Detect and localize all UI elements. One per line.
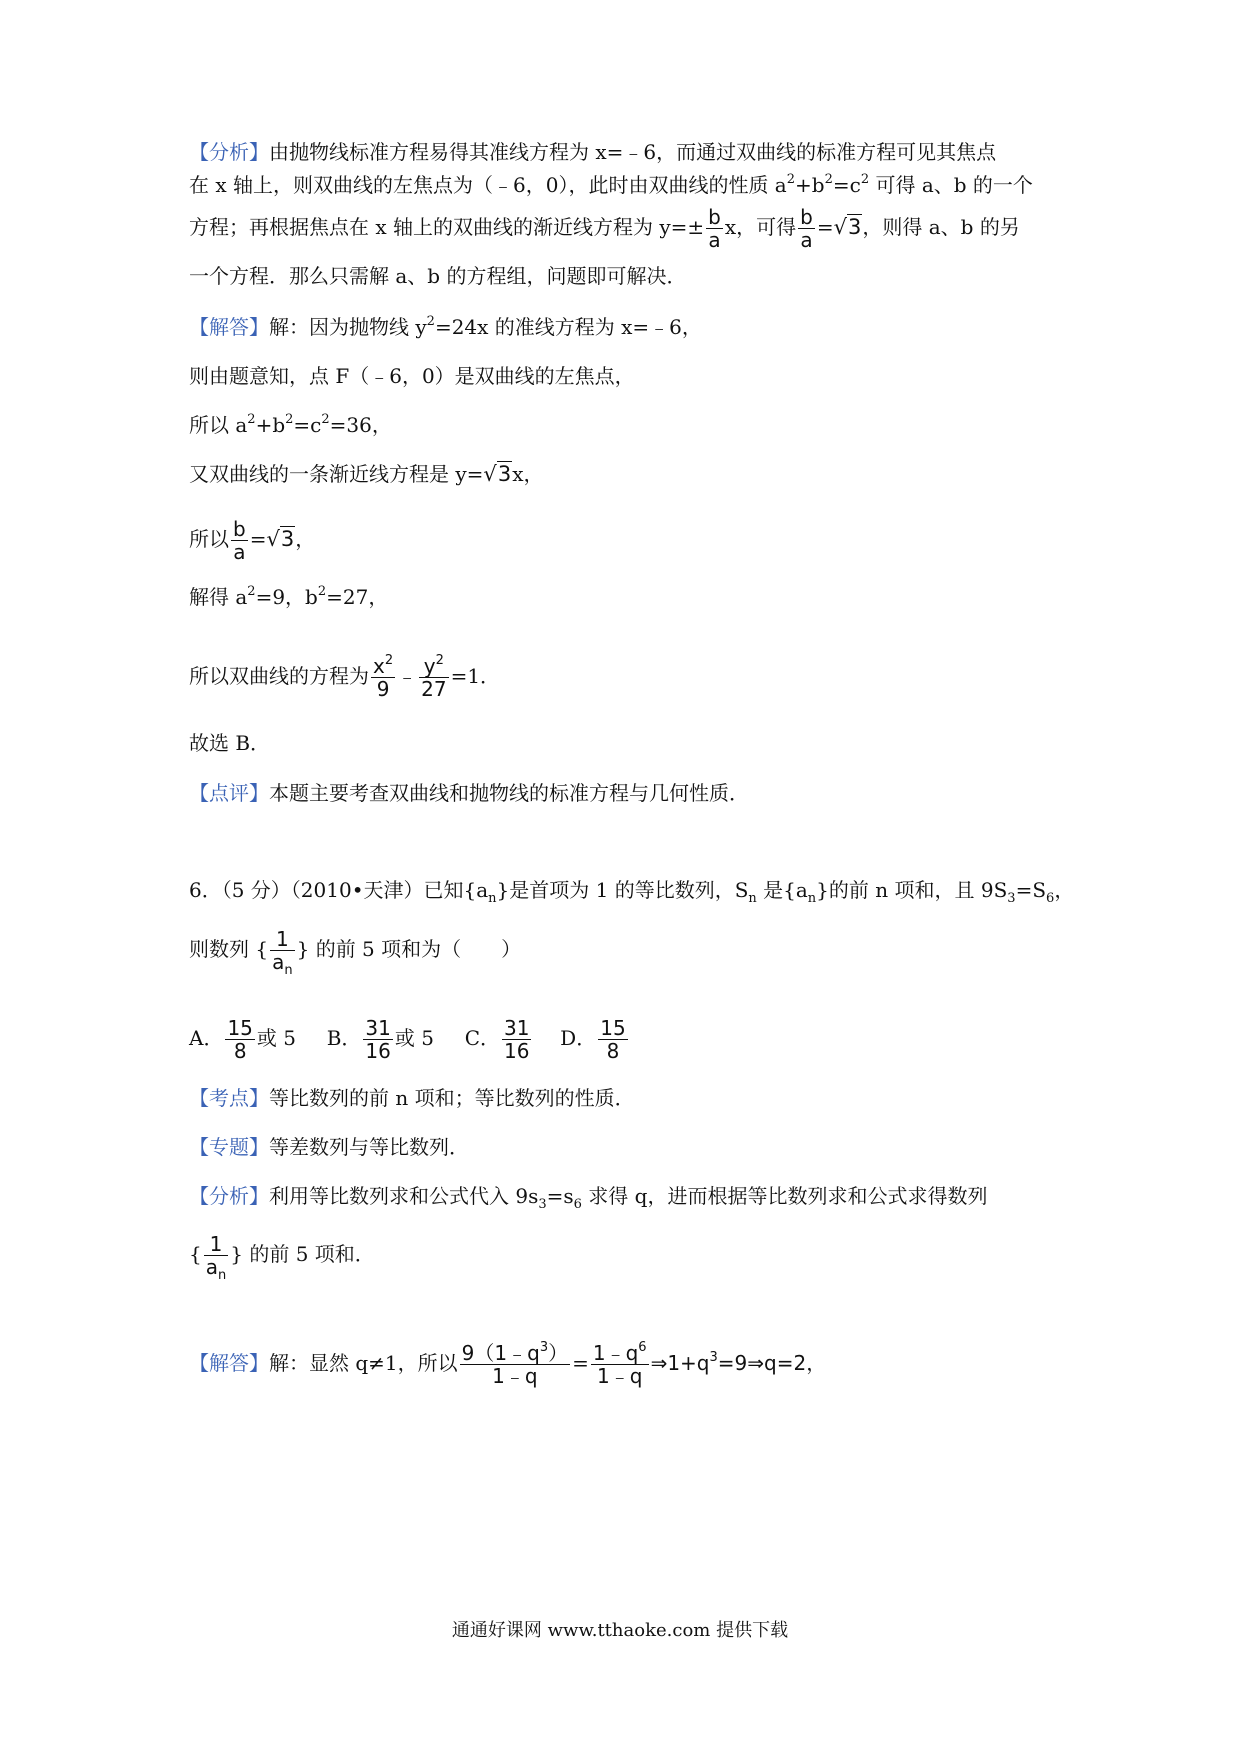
q5-analysis-line-4 [189,262,686,290]
fraction-y2-over-27 [419,655,448,700]
var: y [423,654,436,678]
option-b[interactable] [326,1016,434,1063]
exponent: 2 [824,172,833,187]
numerator [460,1342,570,1364]
answer-tag: 【解答】 [189,315,269,339]
fraction-1-q6-over-1-q [591,1342,649,1387]
q5-analysis-line-1 [189,138,996,166]
denominator: 1﹣q [597,1364,643,1388]
text: 解：显然 q≠1，所以 [269,1351,458,1375]
option-label: B． [326,1026,362,1050]
var: a [272,950,285,974]
numerator: b [708,205,721,229]
exponent: 2 [321,412,330,427]
fraction-b-over-a [231,518,248,563]
numerator: 1 [275,927,289,951]
page-footer: 通通好课网 www.tthaoke.com 提供下载 [451,1620,789,1641]
q5-comment-line [189,779,749,807]
text: 一个方程．那么只需解 a、b 的方程组，问题即可解决． [189,264,687,288]
text: =36， [329,413,392,437]
zhuanti-tag: 【专题】 [189,1135,269,1159]
q5-answer-line-2 [189,362,635,390]
text: 则由题意知，点 F（﹣6，0）是双曲线的左焦点， [189,364,635,388]
denominator: 16 [365,1039,391,1063]
text: =c [832,173,861,197]
q5-answer-line-6 [189,583,388,611]
analysis-tag: 【分析】 [189,1184,269,1208]
numerator: b [233,517,246,541]
q6-analysis-line-2 [189,1232,375,1283]
text: 1﹣q [592,1341,639,1365]
text: =s [546,1184,574,1208]
text: ） [548,1341,569,1365]
q5-answer-line-5 [189,518,315,563]
option-d[interactable] [560,1016,630,1063]
analysis-tag: 【分析】 [189,140,269,164]
text: 又双曲线的一条渐近线方程是 y= [189,462,484,486]
q5-analysis-line-2 [189,171,1033,199]
denominator [270,950,295,978]
sqrt-3: √3 [483,462,512,486]
text: 可得 a、b 的一个 [869,173,1033,197]
q5-analysis-line-3 [189,206,1020,251]
radicand: 3 [848,215,862,239]
text: =S [1015,878,1047,902]
text: = [572,1351,589,1375]
exponent: 2 [317,584,327,599]
denominator: 8 [606,1039,620,1063]
denominator: 9 [376,677,390,701]
text: 是{a [756,878,808,902]
text: x， [512,462,544,486]
radicand: 3 [497,462,512,486]
option-label: C． [464,1026,500,1050]
denominator: a [708,228,721,252]
numerator: 15 [227,1016,253,1040]
fraction-b-over-a [798,206,815,251]
text: 在 x 轴上，则双曲线的左焦点为（﹣6，0），此时由双曲线的性质 a [189,173,787,197]
exponent: 2 [247,412,256,427]
denominator: 1﹣q [492,1364,538,1388]
text: }的前 n 项和，且 9S [816,878,1008,902]
q6-kaodian-line [189,1084,635,1112]
exponent: 2 [786,172,796,187]
text: 6．（5 分）（2010•天津）已知{a [189,878,489,902]
text: 则数列 { [189,937,269,961]
option-label: A． [189,1026,224,1050]
q5-answer-line-8 [189,729,270,757]
subscript: n [488,891,497,906]
exponent: 6 [638,1340,647,1355]
text: x，可得 [724,215,797,239]
answer-tag: 【解答】 [189,1351,269,1375]
exponent: 2 [285,412,294,427]
subscript: n [748,891,757,906]
text: 方程；再根据焦点在 x 轴上的双曲线的渐近线方程为 y=± [189,215,705,239]
option-c[interactable] [464,1016,534,1063]
numerator [371,655,395,677]
var: x [373,654,385,678]
text: ﹣ [397,664,418,688]
numerator: 31 [504,1016,530,1040]
q6-analysis-line-1 [189,1182,987,1210]
text: 利用等比数列求和公式代入 9s [269,1184,539,1208]
q6-stem-line-2 [189,927,522,978]
denominator: 16 [504,1039,530,1063]
text: = [816,215,834,239]
fraction-31-over-16 [363,1017,392,1062]
exponent: 2 [384,653,394,668]
q5-answer-line-4 [189,460,543,488]
exponent: 2 [426,314,435,329]
text: ， [295,527,316,551]
exponent: 2 [247,584,256,599]
sqrt-3: √3 [266,527,295,551]
text: 9（1﹣q [461,1341,540,1365]
subscript: n [284,963,293,978]
exponent: 2 [860,172,870,187]
exponent: 3 [539,1340,549,1355]
q5-answer-line-1 [189,313,702,341]
numerator: b [800,205,813,229]
numerator: 1 [209,1232,223,1256]
q6-options-line [189,1017,630,1062]
exponent: 2 [435,653,444,668]
text: +b [255,413,286,437]
numerator [591,1342,649,1364]
fraction-b-over-a [706,206,723,251]
denominator: 27 [421,677,447,701]
subscript: 3 [538,1197,547,1212]
text: 或 5 [394,1026,434,1050]
q6-answer-line-1 [189,1342,826,1387]
text: } 的前 5 项和为（ ） [296,937,522,961]
fraction-1-over-an [270,927,295,978]
text: = [249,527,267,551]
exponent: 3 [709,1350,718,1365]
text: 解：因为抛物线 y [269,315,427,339]
text: 所以双曲线的方程为 [189,664,369,688]
option-a[interactable] [189,1016,296,1063]
fraction-x2-over-9 [371,655,395,700]
text: 所以 [189,527,229,551]
q5-answer-line-3 [189,411,392,439]
denominator: a [800,228,813,252]
text: { [189,1242,202,1266]
text: 所以 a [189,413,248,437]
radicand: 3 [280,527,295,551]
q5-answer-line-7 [189,655,500,700]
text: =9，b [255,585,318,609]
text: 等比数列的前 n 项和；等比数列的性质． [269,1086,635,1110]
text: =9⇒q=2， [717,1351,827,1375]
denominator: a [233,540,246,564]
subscript: n [218,1268,227,1283]
option-label: D． [560,1026,597,1050]
subscript: 6 [1046,891,1055,906]
comment-tag: 【点评】 [189,781,269,805]
kaodian-tag: 【考点】 [189,1086,269,1110]
text: ， [1054,878,1075,902]
subscript: n [807,891,817,906]
numerator [422,655,446,677]
text: =27， [326,585,389,609]
fraction-1-over-an [204,1232,229,1283]
denominator [204,1255,229,1283]
text: 等差数列与等比数列． [269,1135,469,1159]
text: +b [795,173,825,197]
q6-stem-line-1 [189,876,1074,904]
var: a [205,1255,218,1279]
q6-zhuanti-line [189,1133,469,1161]
subscript: 3 [1007,891,1016,906]
fraction-15-over-8 [225,1017,254,1062]
numerator: 31 [365,1016,391,1040]
text: =c [293,413,322,437]
text: ，则得 a、b 的另 [862,215,1020,239]
fraction-31-over-16 [502,1017,531,1062]
text: =24x 的准线方程为 x=﹣6， [434,315,702,339]
text: 解得 a [189,585,248,609]
denominator: 8 [233,1039,247,1063]
text: 或 5 [256,1026,296,1050]
text: ⇒1+q [650,1351,710,1375]
text: 本题主要考查双曲线和抛物线的标准方程与几何性质． [269,781,749,805]
fraction-9-1-q3-over-1-q [460,1342,570,1387]
sqrt-3: √3 [833,215,862,239]
text: =1． [450,664,501,688]
subscript: 6 [573,1197,582,1212]
text: } 的前 5 项和． [230,1242,375,1266]
fraction-15-over-8 [598,1017,627,1062]
q5-analysis-text-1: 由抛物线标准方程易得其准线方程为 x=﹣6，而通过双曲线的标准方程可见其焦点 [269,140,997,164]
numerator: 15 [600,1016,626,1040]
text: 求得 q，进而根据等比数列求和公式求得数列 [581,1184,988,1208]
text: }是首项为 1 的等比数列，S [496,878,749,902]
text: 故选 B． [189,731,271,755]
